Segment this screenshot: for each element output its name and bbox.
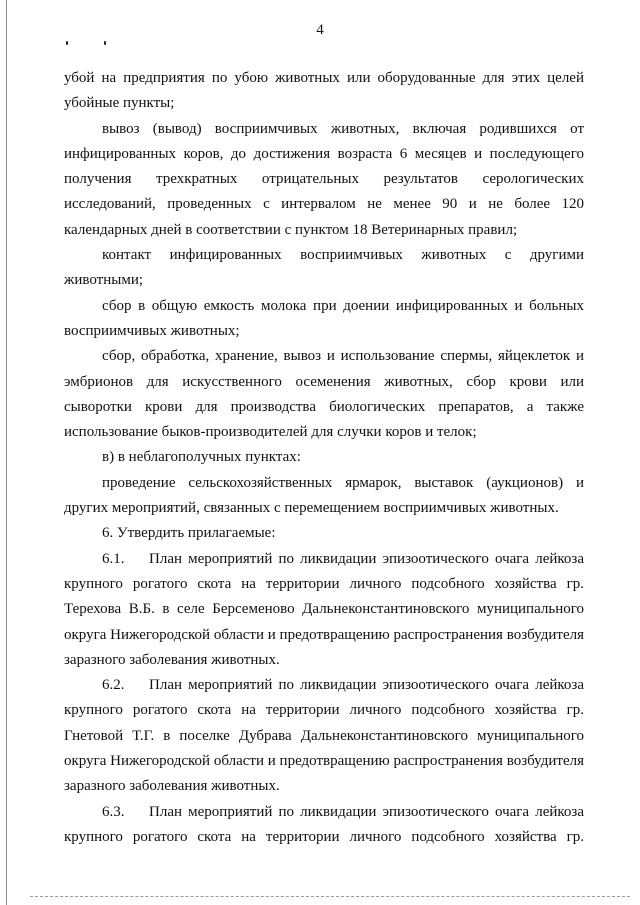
page-number: 4 [316,22,324,38]
paragraph: проведение сельскохозяйственных ярмарок, выставок (аукционов) и других мероприятий, связанных с перемещением восприимчивых животных. [64,474,584,517]
paragraph: вывоз (вывод) восприимчивых животных, включая родившихся от инфицированных коров, до достижения возраста 6 месяцев и последующего получения трехкратных отрицательных результатов серологических исследований, проведенных с интервалом не менее 90 и не более 120 календарных дней в соответствии с пунктом 18 Ветеринарных правил; [64,120,584,238]
paragraph: 6.3. План мероприятий по ликвидации эпизоотического очага лейкоза крупного рогатого скота на территории личного подсобного хозяйства гр. [64,803,588,845]
scan-speck [104,41,106,45]
scan-edge-line [6,0,7,905]
paragraph: сбор в общую емкость молока при доении инфицированных и больных восприимчивых животных; [64,297,584,339]
paragraph: контакт инфицированных восприимчивых животных с другими животными; [64,247,584,289]
scan-speck [66,41,68,45]
paragraph: 6.1. План мероприятий по ликвидации эпизоотического очага лейкоза крупного рогатого скота на территории личного подсобного хозяйства гр. Терехова В.Б. в селе Берсеменово Дальнеконстантиновского муниципального округа Нижегородской области и предотвращению распространения возбудителя заразного заболевания животных. [64,550,588,668]
paragraph: убой на предприятия по убою животных или оборудованные для этих целей убойные пункты; [64,70,584,112]
document-body [64,66,588,850]
bottom-rule [30,896,630,897]
paragraph: 6.2. План мероприятий по ликвидации эпизоотического очага лейкоза крупного рогатого скота на территории личного подсобного хозяйства гр. Гнетовой Т.Г. в поселке Дубрава Дальнеконстантиновского муниципального округа Нижегородской области и предотвращению распространения возбудителя заразного заболевания животных. [64,677,588,795]
paragraph: 6. Утвердить прилагаемые: [102,525,276,542]
paragraph: сбор, обработка, хранение, вывоз и использование спермы, яйцеклеток и эмбрионов для искусственного осеменения животных, сбор крови или сыворотки крови для производства биологических препаратов, а также использование быков-производителей для случки коров и телок; [64,348,584,441]
paragraph: в) в неблагополучных пунктах: [102,449,301,466]
